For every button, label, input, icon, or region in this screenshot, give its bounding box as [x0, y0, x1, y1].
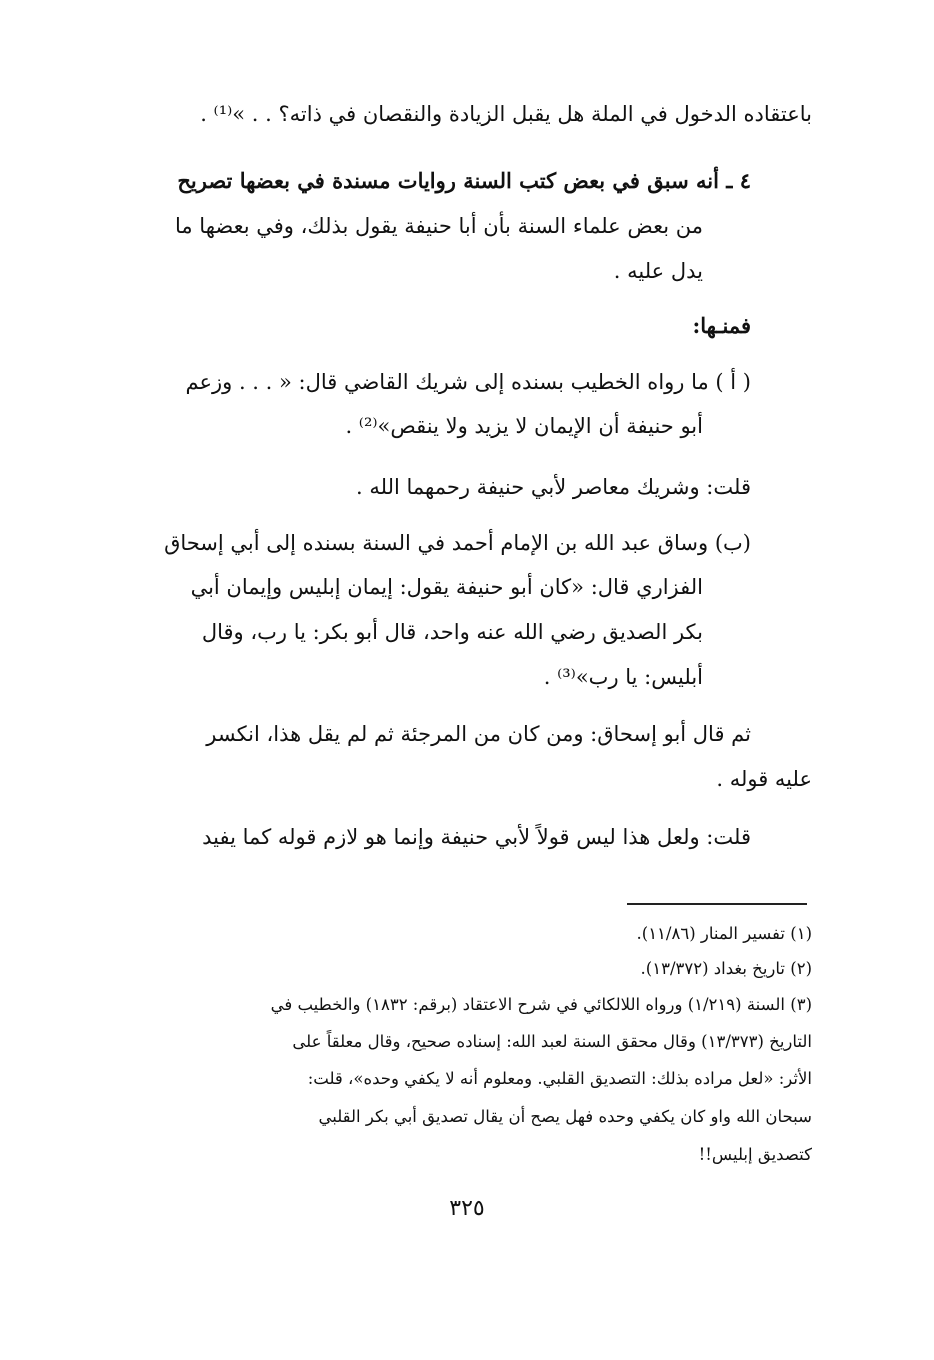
item-a-line-1: ( أ ) ما رواه الخطيب بسنده إلى شريك القاضي قال: « . . . وزعم [185, 370, 751, 394]
page-number: ٣٢٥ [449, 1196, 485, 1221]
footnote-2: (٢) تاريخ بغداد (١٣/٣٧٢). [640, 959, 812, 978]
paragraph-2-line-2: عليه قوله . [716, 767, 812, 791]
point-4-line-2: من بعض علماء السنة بأن أبا حنيفة يقول بذلك، وفي بعضها ما [174, 214, 703, 238]
footnote-3-line-5: كتصديق إبليس!! [698, 1145, 812, 1164]
item-b-line-4: أبليس: يا رب»⁽³⁾ . [543, 665, 703, 689]
paragraph-2-line-1: ثم قال أبو إسحاق: ومن كان من المرجئة ثم لم يقل هذا، انكسر [206, 722, 751, 746]
footnote-3-line-4: سبحان الله واو كان يكفي وحده فهل يصح أن يقال تصديق أبي بكر القلبي [318, 1107, 812, 1126]
item-b-line-2: الفزاري قال: «كان أبو حنيفة يقول: إيمان إبليس وإيمان أبي [190, 575, 703, 599]
footnote-3-line-2: التاريخ (١٣/٣٧٣) وقال محقق السنة لعبد الله: إسناده صحيح، وقال معلقاً على [292, 1032, 812, 1051]
item-a-line-2: أبو حنيفة أن الإيمان لا يزيد ولا ينقص»⁽²⁾ . [345, 414, 703, 438]
footnote-1: (١) تفسير المنار (١١/٨٦). [636, 924, 812, 943]
footnote-3-line-3: الأثر: «لعل مراده بذلك: التصديق القلبي. ومعلوم أنه لا يكفي وحده»، قلت: [307, 1069, 812, 1088]
point-4-line-3: يدل عليه . [613, 259, 703, 283]
footnote-separator [627, 903, 807, 905]
text-line-continuation: باعتقاده الدخول في الملة هل يقبل الزيادة والنقصان في ذاته؟ . . »⁽¹⁾ . [200, 102, 812, 126]
point-4-line-1: ٤ ـ أنه سبق في بعض كتب السنة روايات مسندة في بعضها تصريح [177, 168, 751, 193]
section-heading: فمنـها: [692, 313, 751, 338]
item-b-line-3: بكر الصديق رضي الله عنه واحد، قال أبو بكر: يا رب، وقال [201, 620, 703, 644]
item-b-line-1: (ب) وساق عبد الله بن الإمام أحمد في السنة بسنده إلى أبي إسحاق [164, 531, 751, 555]
footnote-3-line-1: (٣) السنة (١/٢١٩) ورواه اللالكائي في شرح الاعتقاد (برقم: ١٨٣٢) والخطيب في [270, 995, 812, 1014]
comment-1: قلت: وشريك معاصر لأبي حنيفة رحمهما الله . [356, 475, 751, 499]
paragraph-3: قلت: ولعل هذا ليس قولاً لأبي حنيفة وإنما هو لازم قوله كما يفيد [202, 825, 751, 849]
